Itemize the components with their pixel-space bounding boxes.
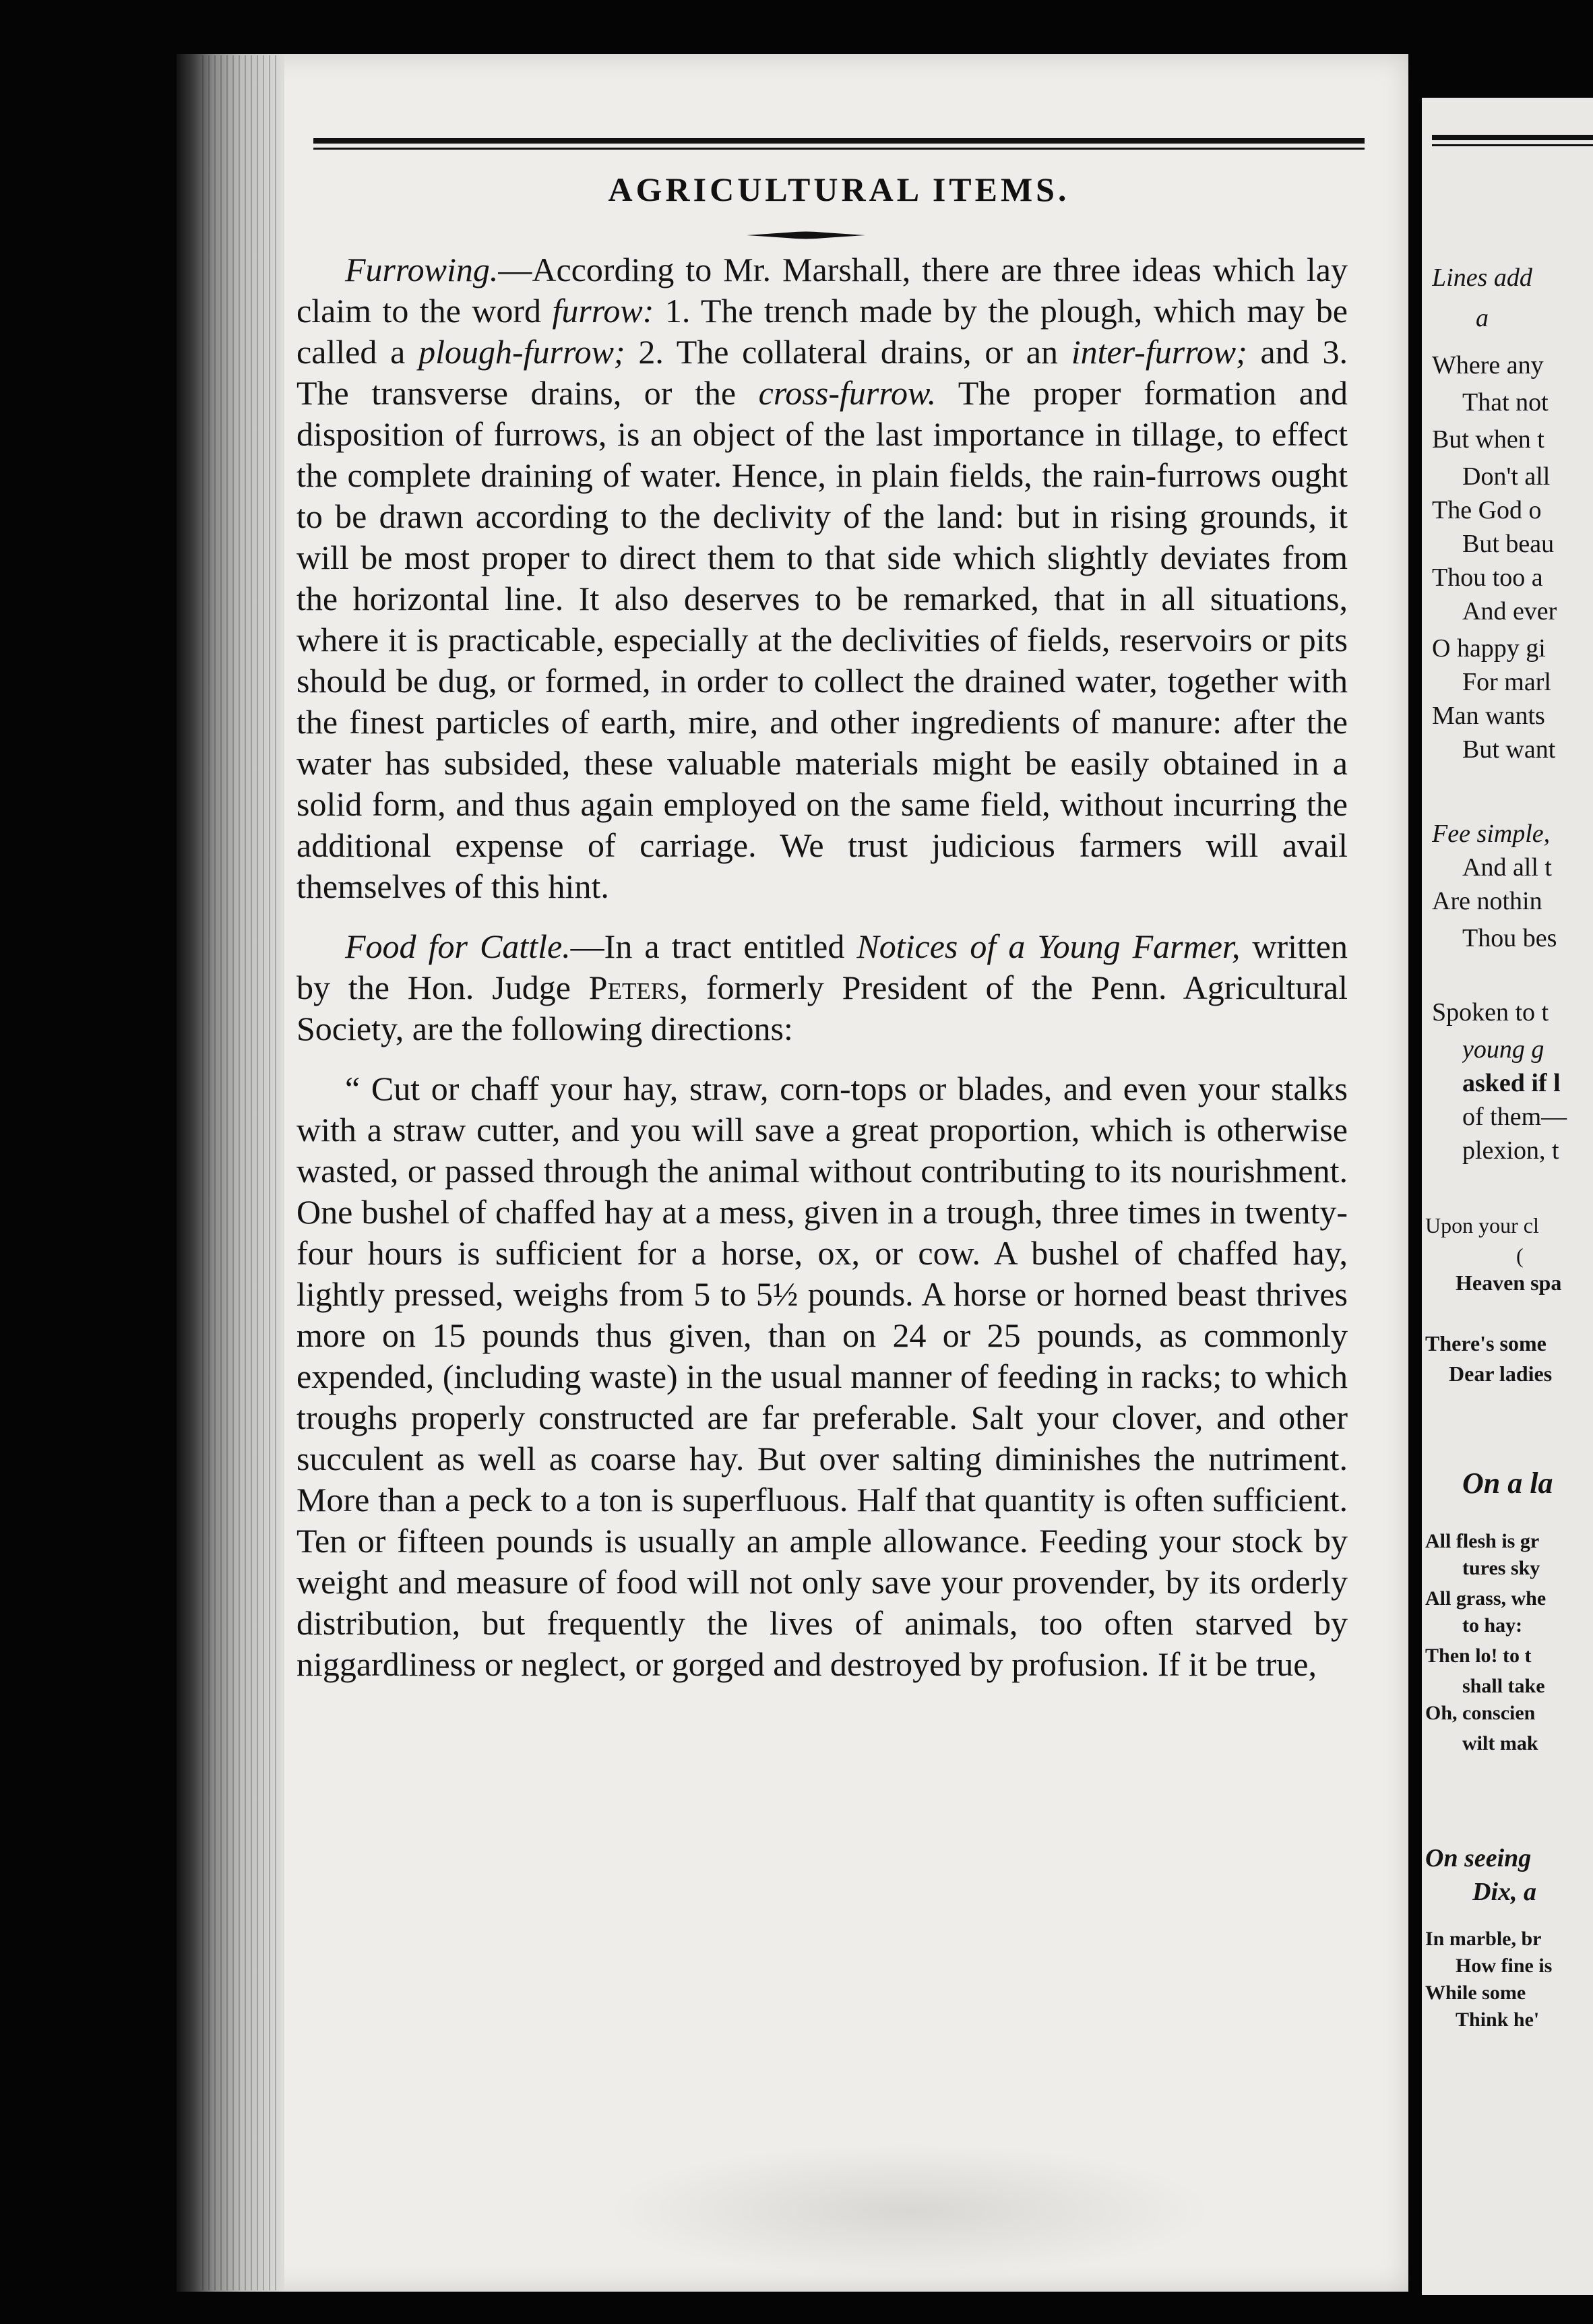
right-page-line: But beau [1462,530,1555,558]
right-page-line: young g [1462,1035,1544,1064]
food-text-2: written by the Hon. Judge [296,927,1348,1006]
paragraph-quote: “ Cut or chaff your hay, straw, corn-tops or blades, and even your stalks with a straw cutter, and you will save a great proportion, which is otherwise wasted, or passed through the animal without contributing to its nourishment. One bushel of chaffed hay at a mess, given in a trough, three times in twenty-four hours is sufficient for a horse, ox, or cow. A bushel of chaffed hay, lightly pressed, weighs from 5 to 5½ pounds. A horse or horned beast thrives more on 15 pounds thus given, than on 24 or 25 pounds, as commonly expended, (including waste) in the usual manner of feeding in racks; to which troughs properly constructed are far preferable. Salt your clover, and other succulent as well as coarse hay. But over salting diminishes the nutriment. More than a peck to a ton is superfluous. Half that quantity is often sufficient. Ten or fifteen pounds is usually an ample allowance. Feeding your stock by weight and measure of food will not only save your provender, by its orderly distribution, but frequently the lives of animals, too often starved by niggardliness or neglect, or gorged and destroyed by profusion. If it be true, [296,1070,1348,1683]
right-page-line: On a la [1462,1467,1553,1500]
right-page-line: Heaven spa [1456,1271,1562,1295]
right-page-line: Are nothin [1432,887,1542,915]
right-page-line: wilt mak [1462,1732,1538,1754]
right-page-line: But when t [1432,425,1544,454]
right-page-line: Lines add [1432,264,1532,292]
right-page-line: a [1476,304,1489,332]
right-page-line: The God o [1432,496,1542,524]
right-page-line: Dear ladies [1449,1362,1553,1386]
furrowing-italic-4: cross-furrow. [758,374,937,412]
furrowing-text-1: —According to Mr. Marshall, there are three ideas which lay claim to the word [296,251,1348,330]
ornament-divider [747,231,865,240]
right-page-line: Upon your cl [1425,1213,1539,1237]
food-title: Food for Cattle. [345,927,571,965]
right-page-line: Man wants [1432,702,1545,730]
right-page-line: And ever [1462,597,1557,625]
food-text-1: —In a tract entitled [570,927,857,965]
top-rule-thick [313,138,1365,144]
right-page-line: of them— [1462,1103,1567,1131]
furrowing-text-5: The proper formation and disposition of furrows, is an object of the last importance in tillage, to effect the complete draining of water. Hence, in plain fields, the rain-furrows ought to be drawn according to the declivity of the land: but in rising grounds, it will be most proper to direct them to that side which slightly deviates from the horizontal line. It also deserves to be remarked, that in all situations, where it is practicable, especially at the declivities of fields, reservoirs or pits should be dug, or formed, in order to collect the drained water, together with the finest particles of earth, mire, and other ingredients of manure: after the water has subsided, these valuable materials might be easily obtained in a solid form, and thus again employed on the same field, without incurring the additional expense of carriage. We trust judicious farmers will avail themselves of this hint. [296,374,1348,905]
right-page-line: On seeing [1425,1844,1532,1872]
right-page-line: Thou bes [1462,924,1557,952]
article-body [296,249,1348,1685]
right-page-line: In marble, br [1425,1928,1542,1950]
right-page-line: There's some [1425,1331,1547,1355]
right-top-rule-thin [1432,144,1593,146]
right-page-line: And all t [1462,853,1552,882]
right-top-rule-thick [1432,135,1593,140]
right-page-line: Where any [1432,351,1544,379]
right-page-line: All flesh is gr [1425,1530,1540,1552]
water-stain [606,2143,1213,2278]
right-page-line: Fee simple, [1432,820,1551,848]
right-page-line: asked if l [1462,1069,1561,1097]
right-page-line: Oh, conscien [1425,1702,1536,1724]
right-page-line: Think he' [1456,2009,1540,2031]
furrowing-text-4: and 3. The transverse drains, or the [296,333,1348,412]
right-page-line: While some [1425,1982,1526,2004]
right-page-line: That not [1462,388,1549,417]
right-page-line: All grass, whe [1425,1587,1547,1610]
right-page-line: O happy gi [1432,634,1546,663]
paragraph-food-for-cattle [296,926,1348,1049]
right-page-line: For marl [1462,668,1551,696]
furrowing-italic-2: plough-furrow; [418,333,625,371]
paragraph-furrowing [296,249,1348,907]
right-page-line: How fine is [1456,1955,1553,1977]
right-page-line: But want [1462,735,1556,764]
furrowing-text-3: 2. The collateral drains, or an [625,333,1071,371]
right-page-line: Don't all [1462,462,1551,491]
right-page-line: tures sky [1462,1557,1540,1579]
food-smallcaps-name: Peters [588,969,680,1006]
furrowing-text-2: 1. The trench made by the plough, which may be called a [296,292,1348,371]
furrowing-italic-3: inter-furrow; [1071,333,1247,371]
food-italic-1: Notices of a Young Farmer, [856,927,1241,965]
right-page-line: plexion, t [1462,1136,1559,1165]
page-edges-texture [202,55,276,2290]
right-page-line: Thou too a [1432,563,1543,592]
right-page-line: Then lo! to t [1425,1645,1532,1667]
furrowing-title: Furrowing. [345,251,499,288]
right-page-line: Dix, a [1472,1878,1536,1906]
furrowing-italic-1: furrow: [552,292,654,330]
right-page-line: ( [1516,1244,1524,1268]
right-page-line: to hay: [1462,1614,1523,1637]
section-heading: AGRICULTURAL ITEMS. [608,171,1070,208]
top-rule-thin [313,148,1365,150]
right-page-line: shall take [1462,1675,1545,1697]
food-text-3: , formerly President of the Penn. Agricultural Society, are the following directions: [296,969,1348,1047]
right-page-line: Spoken to t [1432,998,1549,1027]
